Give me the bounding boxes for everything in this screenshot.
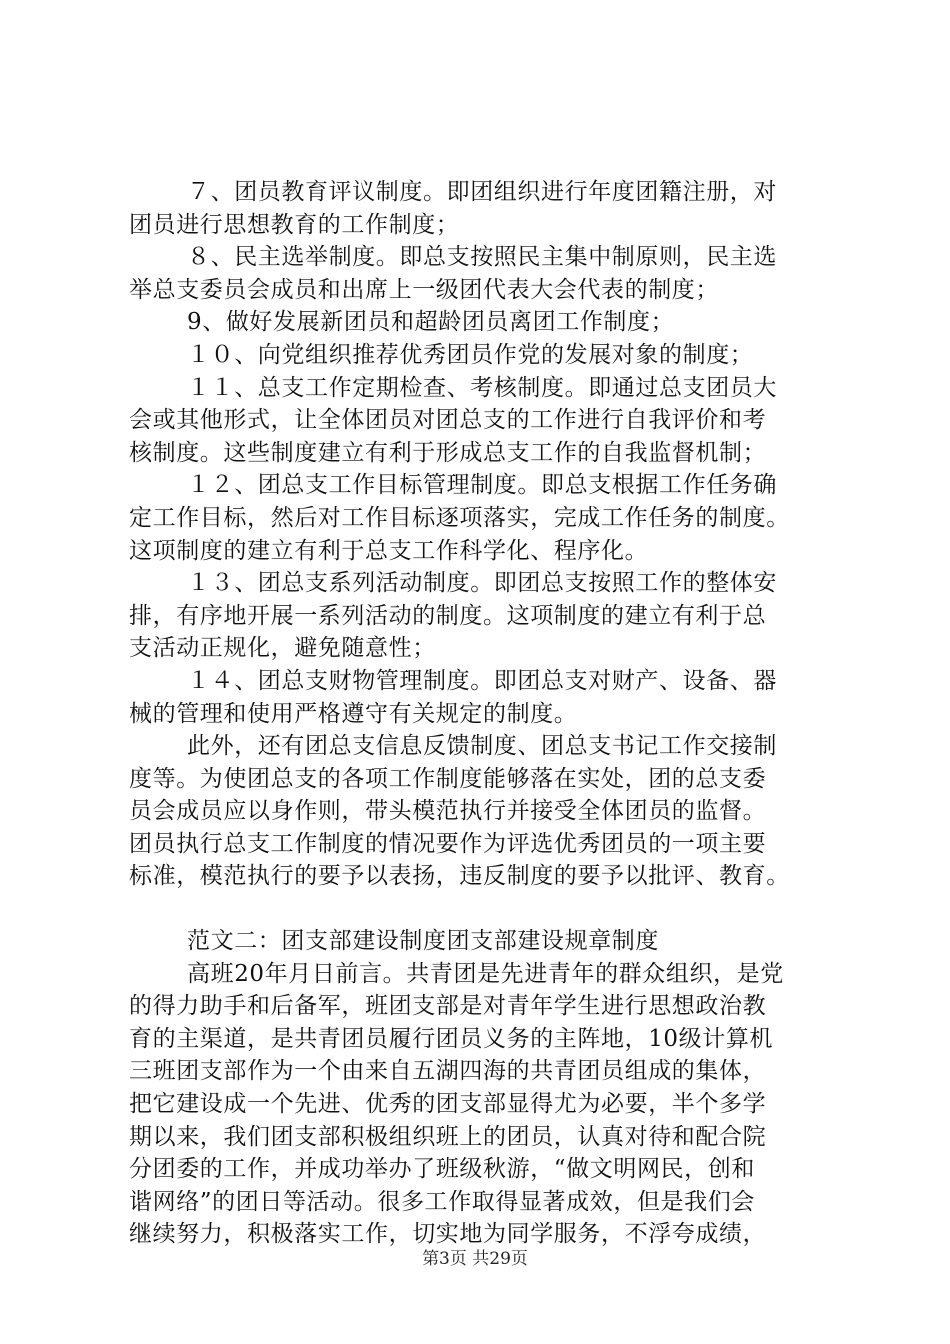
text-line: 这项制度的建立有利于总支工作科学化、程序化。 (129, 537, 649, 564)
text-line: 支活动正规化，避免随意性； (129, 635, 436, 662)
text-line: 高班20年月日前言。共青团是先进青年的群众组织，是党 (187, 960, 784, 987)
text-line: 会或其他形式，让全体团员对团总支的工作进行自我评价和考 (129, 407, 767, 434)
text-line: 的得力助手和后备军，班团支部是对青年学生进行思想政治教 (129, 993, 767, 1020)
text-line: 分团委的工作，并成功举办了班级秋游，“做文明网民，创和 (129, 1156, 755, 1183)
text-line: 期以来，我们团支部积极组织班上的团员，认真对待和配合院 (129, 1123, 767, 1150)
text-line: １１、总支工作定期检查、考核制度。即通过总支团员大 (187, 374, 777, 401)
text-line: 举总支委员会成员和出席上一级团代表大会代表的制度； (129, 276, 719, 303)
document-body (129, 176, 831, 1251)
text-line: 9、做好发展新团员和超龄团员离团工作制度； (187, 309, 675, 336)
paragraph-gap (129, 893, 831, 925)
text-line: 度等。为使团总支的各项工作制度能够落在实处，团的总支委 (129, 765, 767, 792)
text-line: ８、民主选举制度。即总支按照民主集中制原则，民主选 (187, 244, 777, 271)
text-line: 育的主渠道，是共青团员履行团员义务的主阵地，10级计算机 (129, 1025, 774, 1052)
text-line: 排，有序地开展一系列活动的制度。这项制度的建立有利于总 (129, 602, 767, 629)
text-line: 标准，模范执行的要予以表扬，违反制度的要予以批评、教育。 (129, 863, 790, 890)
text-line: 械的管理和使用严格遵守有关规定的制度。 (129, 700, 578, 727)
text-line: 员会成员应以身作则，带头模范执行并接受全体团员的监督。 (129, 798, 767, 825)
text-line: 把它建设成一个先进、优秀的团支部显得尤为必要，半个多学 (129, 1091, 767, 1118)
text-line: 三班团支部作为一个由来自五湖四海的共青团员组成的集体， (129, 1058, 767, 1085)
text-line: １４、团总支财物管理制度。即团总支对财产、设备、器 (187, 667, 777, 694)
text-line: 核制度。这些制度建立有利于形成总支工作的自我监督机制； (129, 439, 767, 466)
text-line: １０、向党组织推荐优秀团员作党的发展对象的制度； (187, 341, 754, 368)
text-line: ７、团员教育评议制度。即团组织进行年度团籍注册，对 (187, 179, 777, 205)
text-line: １２、团总支工作目标管理制度。即总支根据工作任务确 (187, 472, 777, 499)
text-line: 此外，还有团总支信息反馈制度、团总支书记工作交接制 (187, 733, 777, 760)
text-line: 范文二：团支部建设制度团支部建设规章制度 (187, 928, 659, 955)
text-line: 团员进行思想教育的工作制度； (129, 211, 460, 238)
page-footer: 第3页 共29页 (422, 1249, 528, 1269)
text-line: １３、团总支系列活动制度。即团总支按照工作的整体安 (187, 570, 777, 597)
text-line: 定工作目标，然后对工作目标逐项落实，完成工作任务的制度。 (129, 504, 790, 531)
text-line: 团员执行总支工作制度的情况要作为评选优秀团员的一项主要 (129, 830, 767, 857)
text-line: 继续努力，积极落实工作，切实地为同学服务，不浮夸成绩， (129, 1221, 767, 1248)
text-line: 谐网络”的团日等活动。很多工作取得显著成效，但是我们会 (129, 1188, 755, 1215)
sample-essay-two (129, 925, 831, 1251)
regulations-list (129, 176, 831, 893)
